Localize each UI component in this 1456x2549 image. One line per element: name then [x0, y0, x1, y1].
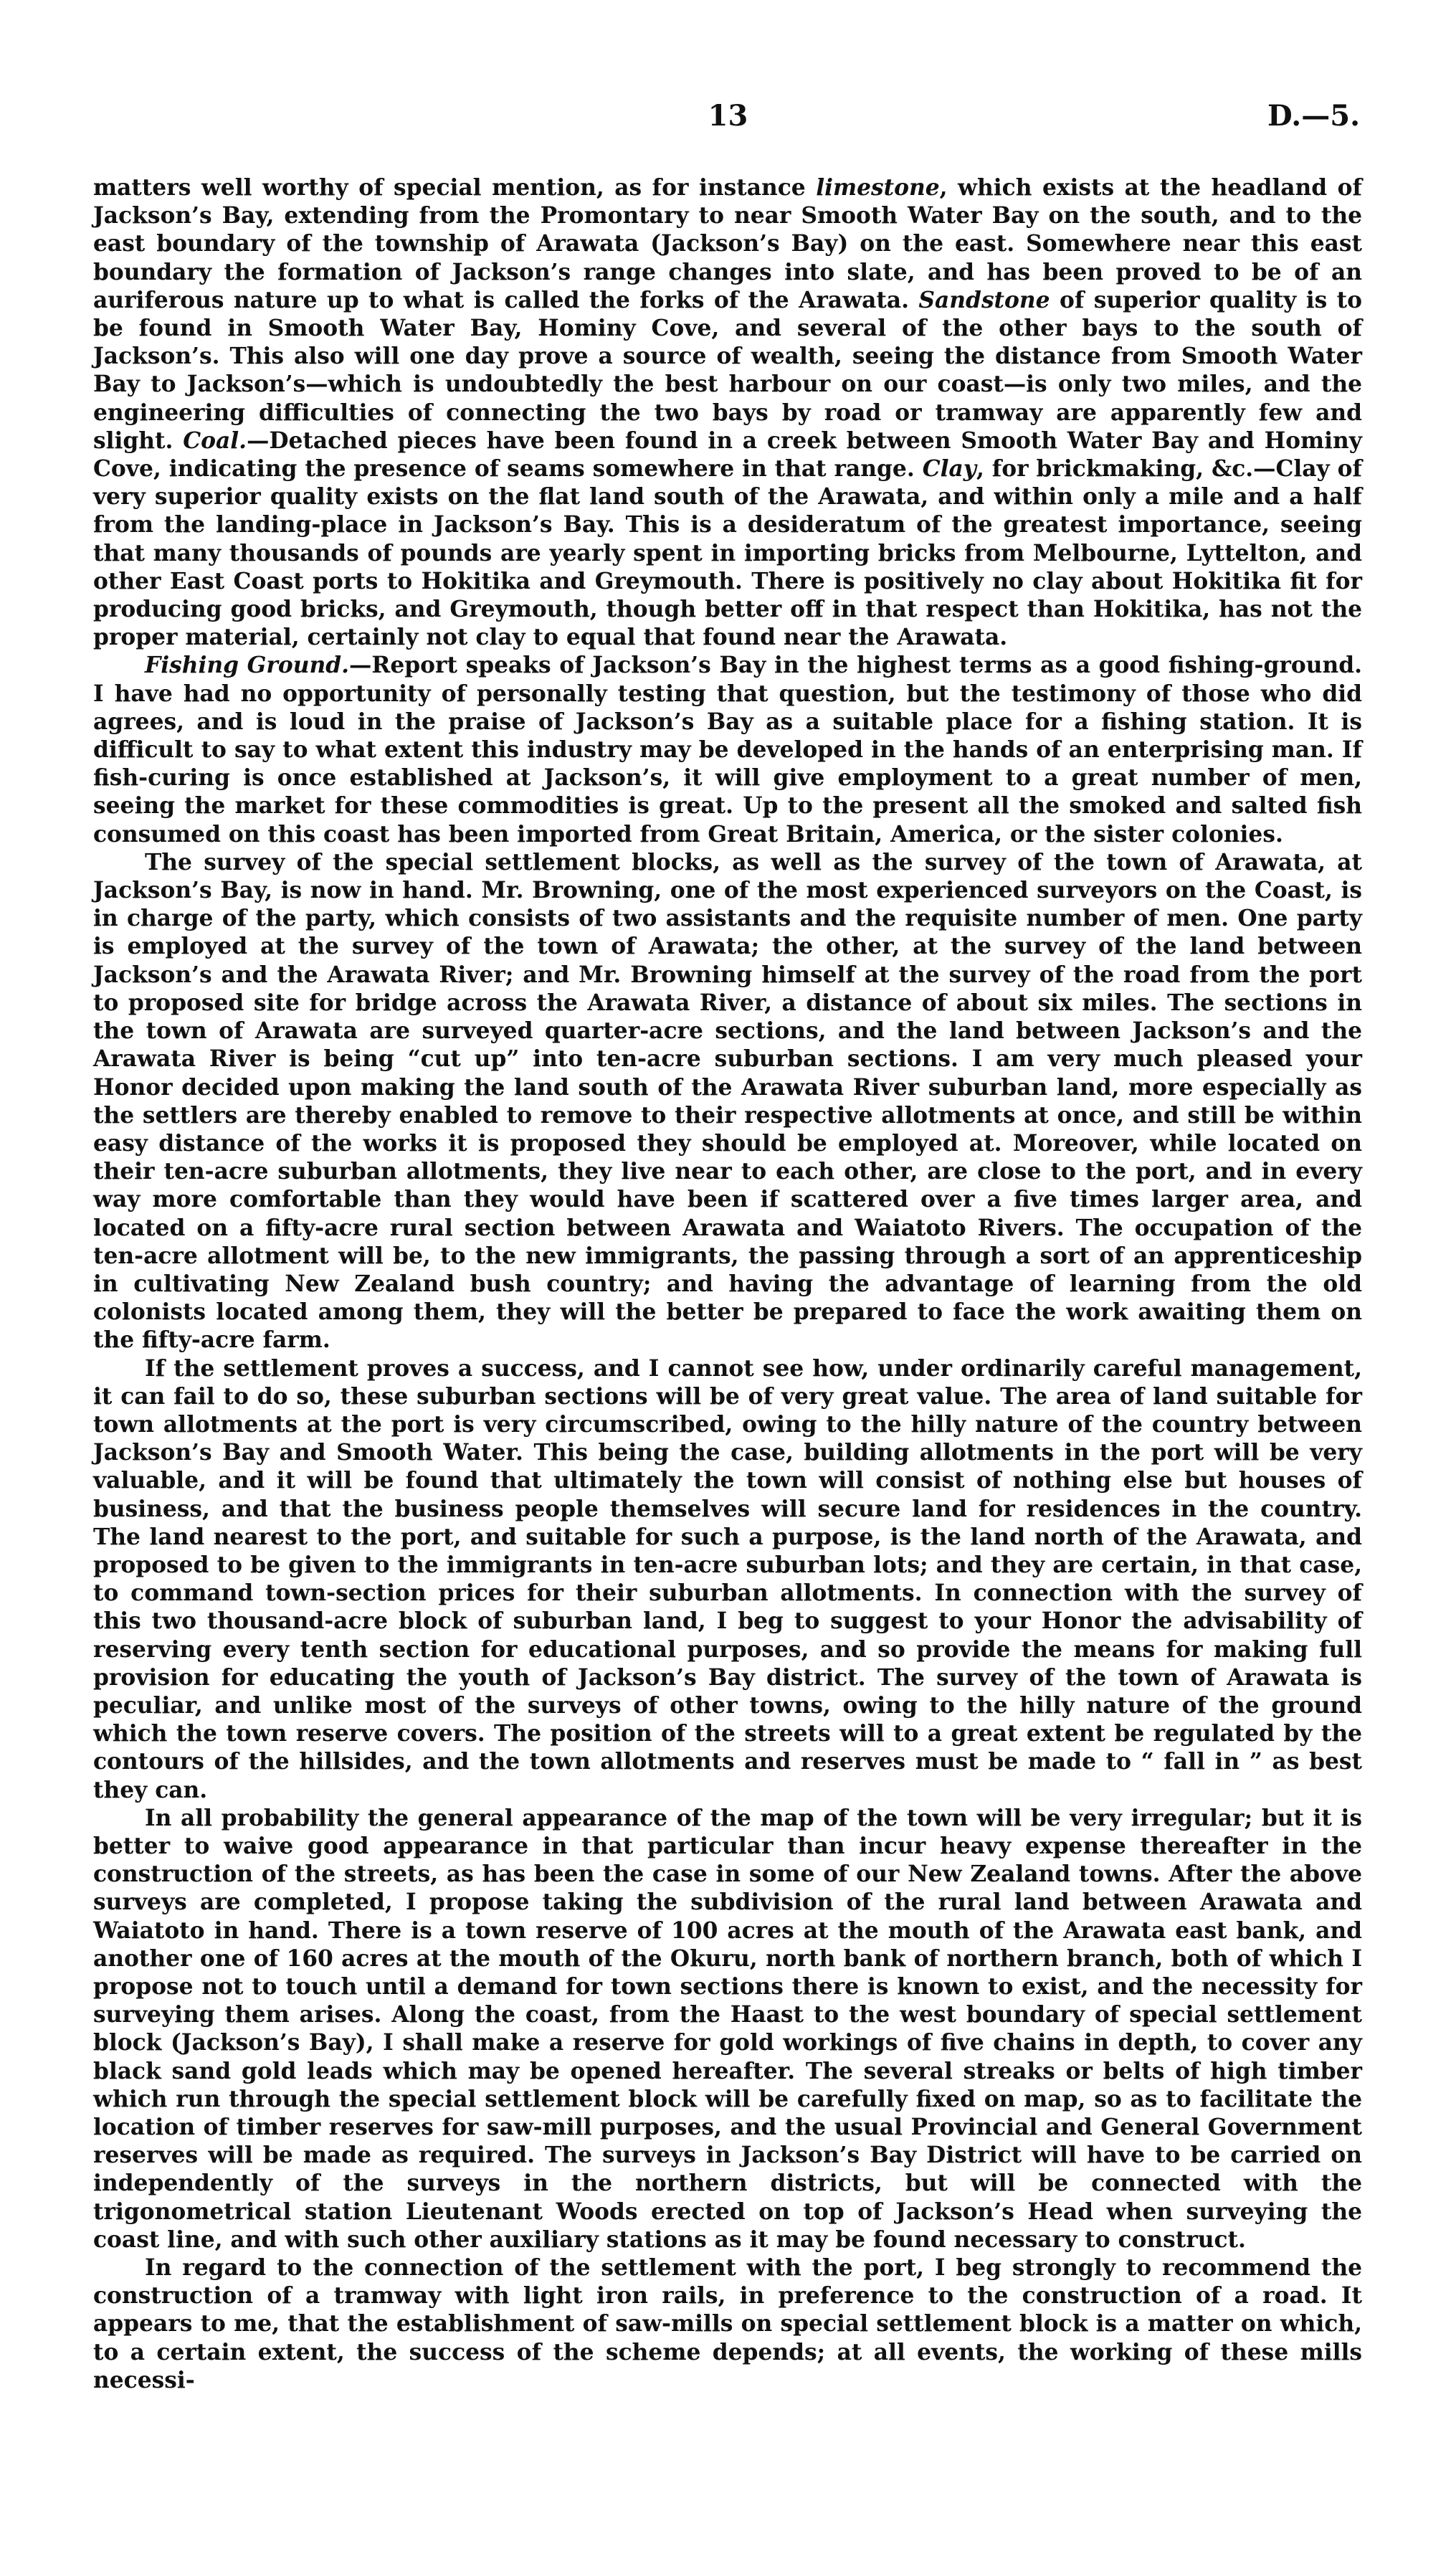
document-reference: D.—5. — [1267, 99, 1360, 133]
paragraph — [93, 652, 1362, 848]
paragraph — [93, 2254, 1362, 2395]
text-run: —Detached pieces have been found in a creek between Smooth Water Bay and Hominy Cove, indicating the presence of seams somewhere in that range. — [93, 427, 1362, 483]
text-run: In all probability the general appearance of the map of the town will be very irregular; but it is better to waive good appearance in that particular than incur heavy expense thereafter in the construction of the streets, as has been the case in some of our New Zealand towns. After the above surveys are completed, I propose taking the subdivision of the rural land between Arawata and Waiatoto in hand. There is a town reserve of 100 acres at the mouth of the Arawata east bank, and another one of 160 acres at the mouth of the Okuru, north bank of northern branch, both of which I propose not to touch until a demand for town sections there is known to exist, and the necessity for surveying them arises. Along the coast, from the Haast to the west boundary of special settlement block (Jackson’s Bay), I shall make a reserve for gold workings of five chains in depth, to cover any black sand gold leads which may be opened hereafter. The several streaks or belts of high timber which run through the special settlement block will be carefully fixed on map, so as to facilitate the location of timber reserves for saw-mill purposes, and the usual Provincial and General Government reserves will be made as required. The surveys in Jackson’s Bay District will have to be carried on independently of the surveys in the northern districts, but will be connected with the trigonometrical station Lieutenant Woods erected on top of Jackson’s Head when surveying the coast line, and with such other auxiliary stations as it may be found necessary to construct. — [93, 1805, 1362, 2253]
italic-term: Fishing Ground. — [145, 652, 350, 679]
paragraph — [93, 849, 1362, 1355]
italic-term: Clay — [922, 456, 976, 483]
text-run: of superior quality is to be found in Smooth Water Bay, Hominy Cove, and several of the other bays to the south of Jackson’s. This also will one day prove a source of wealth, seeing the distance from Smooth Water Bay to Jackson’s—which is undoubtedly the best harbour on our coast—is only two miles, and the engineering difficulties of connecting the two bays by road or tramway are apparently few and slight. — [93, 287, 1362, 454]
body-text — [93, 174, 1362, 2395]
italic-term: limestone — [816, 175, 940, 201]
text-run: If the settlement proves a success, and I cannot see how, under ordinarily careful management, it can fail to do so, these suburban sections will be of very great value. The area of land suitable for town allotments at the port is very circumscribed, owing to the hilly nature of the country between Jackson’s Bay and Smooth Water. This being the case, building allotments in the port will be very valuable, and it will be found that ultimately the town will consist of nothing else but houses of business, and that the business people themselves will secure land for residences in the country. The land nearest to the port, and suitable for such a purpose, is the land north of the Arawata, and proposed to be given to the immigrants in ten-acre suburban lots; and they are certain, in that case, to command town-section prices for their suburban allotments. In connection with the survey of this two thousand-acre block of suburban land, I beg to suggest to your Honor the advisability of reserving every tenth section for educational purposes, and so provide the means for making full provision for educating the youth of Jackson’s Bay district. The survey of the town of Arawata is peculiar, and unlike most of the surveys of other towns, owing to the hilly nature of the ground which the town reserve covers. The position of the streets will to a great extent be regulated by the contours of the hillsides, and the town allotments and reserves must be made to “ fall in ” as best they can. — [93, 1355, 1362, 1803]
text-run: In regard to the connection of the settlement with the port, I beg strongly to recommend the construction of a tramway with light iron rails, in preference to the construction of a road. It appears to me, that the establishment of saw-mills on special settlement block is a matter on which, to a certain extent, the success of the scheme depends; at all events, the working of these mills necessi- — [93, 2255, 1362, 2393]
page-number: 13 — [708, 99, 748, 133]
page-header — [93, 98, 1363, 135]
italic-term: Coal. — [183, 427, 247, 454]
paragraph — [93, 1805, 1362, 2254]
text-run: —Report speaks of Jackson’s Bay in the highest terms as a good fishing-ground. I have had no opportunity of personally testing that question, but the testimony of those who did agrees, and is loud in the praise of Jackson’s Bay as a suitable place for a fishing station. It is difficult to say to what extent this industry may be developed in the hands of an enterprising man. If fish-curing is once established at Jackson’s, it will give employment to a great number of men, seeing the market for these commodities is great. Up to the present all the smoked and salted fish consumed on this coast has been imported from Great Britain, America, or the sister colonies. — [93, 652, 1362, 848]
italic-term: Sandstone — [918, 287, 1050, 313]
text-run: , which exists at the headland of Jackson’s Bay, extending from the Promontary to near Smooth Water Bay on the south, and to the east boundary of the township of Arawata (Jackson’s Bay) on the east. Somewhere near this east boundary the formation of Jackson’s range changes into slate, and has been proved to be of an auriferous nature up to what is called the forks of the Arawata. — [93, 175, 1362, 313]
text-run: The survey of the special settlement blocks, as well as the survey of the town of Arawata, at Jackson’s Bay, is now in hand. Mr. Browning, one of the most experienced surveyors on the Coast, is in charge of the party, which consists of two assistants and the requisite number of men. One party is employed at the survey of the town of Arawata; the other, at the survey of the land between Jackson’s and the Arawata River; and Mr. Browning himself at the survey of the road from the port to proposed site for bridge across the Arawata River, a distance of about six miles. The sections in the town of Arawata are surveyed quarter-acre sections, and the land between Jackson’s and the Arawata River is being “cut up” into ten-acre suburban sections. I am very much pleased your Honor decided upon making the land south of the Arawata River suburban land, more especially as the settlers are thereby enabled to remove to their respective allotments at once, and still be within easy distance of the works it is proposed they should be employed at. Moreover, while located on their ten-acre suburban allotments, they live near to each other, are close to the port, and in every way more comfortable than they would have been if scattered over a five times larger area, and located on a fifty-acre rural section between Arawata and Waiatoto Rivers. The occupation of the ten-acre allotment will be, to the new immigrants, the passing through a sort of an apprenticeship in cultivating New Zealand bush country; and having the advantage of learning from the old colonists located among them, they will the better be prepared to face the work awaiting them on the fifty-acre farm. — [93, 849, 1362, 1354]
paragraph — [93, 1355, 1362, 1805]
paragraph — [93, 174, 1362, 652]
text-run: , for brickmaking, &c.—Clay of very superior quality exists on the flat land south of the Arawata, and within only a mile and a half from the landing-place in Jackson’s Bay. This is a desideratum of the greatest importance, seeing that many thousands of pounds are yearly spent in importing bricks from Melbourne, Lyttelton, and other East Coast ports to Hokitika and Greymouth. There is positively no clay about Hokitika fit for producing good bricks, and Greymouth, though better off in that respect than Hokitika, has not the proper material, certainly not clay to equal that found near the Arawata. — [93, 456, 1362, 651]
text-run: matters well worthy of special mention, as for instance — [93, 175, 817, 201]
